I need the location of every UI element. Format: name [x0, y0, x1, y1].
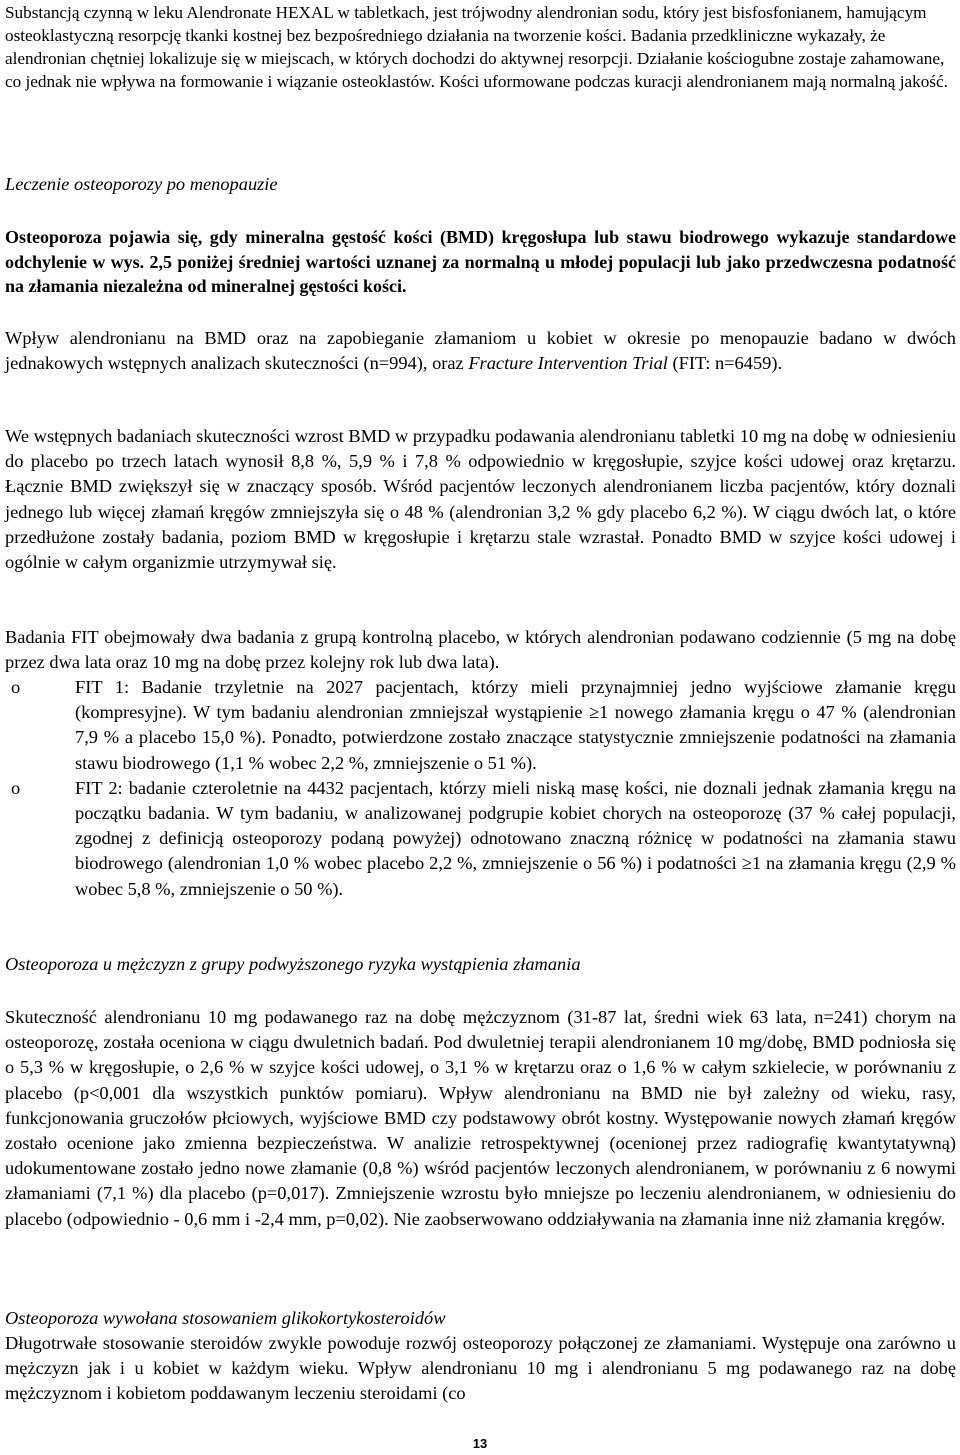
fit-intro-paragraph: Badania FIT obejmowały dwa badania z grupą kontrolną placebo, w których alendronian podawano codziennie (5 mg na dobę przez dwa lata oraz 10 mg na dobę przez kolejny rok lub dwa lata). — [5, 627, 956, 673]
intro-paragraph: Substancją czynną w leku Alendronate HEXAL w tabletkach, jest trójwodny alendronian sodu, który jest bisfosfonianem, hamującym osteoklastyczną resorpcję tkanki kostnej bez bezpośredniego działania na tworzenie kości. Badania przedkliniczne wykazały, że alendronian chętniej lokalizuje się w miejscach, w których dochodzi do aktywnej resorpcji. Działanie kościogubne zostaje zahamowane, co jednak nie wpływa na formowanie i wiązanie osteoklastów. Kości uformowane podczas kuracji alendronianem mają normalną jakość. — [5, 3, 948, 91]
osteoporosis-definition: Osteoporoza pojawia się, gdy mineralna gęstość kości (BMD) kręgosłupa lub stawu biodrowego wykazuje standardowe odchylenie w wys. 2,5 poniżej średniej wartości uznanej za normalną u młodej populacji lub jako przedwczesna podatność na złamania niezależna od mineralnej gęstości kości. — [5, 227, 956, 297]
bmd-impact-paragraph — [5, 326, 956, 376]
heading-steroid: Osteoporoza wywołana stosowaniem glikokortykosteroidów — [5, 1308, 446, 1328]
impact-text-pre: Wpływ alendronianu na BMD oraz na zapobieganie złamaniom u kobiet w okresie po menopauzie badano w dwóch jednakowych wstępnych analizach skuteczności (n=994), oraz — [5, 328, 956, 374]
impact-trial-name: Fracture Intervention Trial — [468, 353, 668, 374]
heading-men: Osteoporoza u mężczyzn z grupy podwyższonego ryzyka wystąpienia złamania — [5, 954, 581, 974]
page-number: 13 — [472, 1436, 488, 1451]
bullet-marker: o — [11, 677, 21, 697]
bullet-marker: o — [11, 777, 21, 798]
impact-text-post: (FIT: n=6459). — [667, 353, 783, 374]
fit-studies-list — [5, 675, 956, 902]
list-item — [5, 675, 956, 776]
men-study-paragraph: Skuteczność alendronianu 10 mg podawanego raz na dobę mężczyznom (31-87 lat, średni wiek 63 lata, n=241) chorym na osteoporozę, została oceniona w ciągu dwuletnich badań. Pod dwuletniej terapii alendronianem 10 mg/dobę, BMD podniosła się o 5,3 % w kręgosłupie, o 2,6 % w szyjce kości udowej, o 3,1 % w krętarzu oraz o 1,6 % w całym szkielecie, w porównaniu z placebo (p<0,001 dla wszystkich punktów pomiaru). Wpływ alendronianu na BMD nie był zależny od wieku, rasy, funkcjonowania gruczołów płciowych, wyjściowe BMD czy podstawowy obrót kostny. Występowanie nowych złamań kręgów zostało ocenione jako zmienna bezpieczeństwa. W analizie retrospektywnej (ocenionej przez radiografię kwantytatywną) udokumentowane zostało jedno nowe złamanie (0,8 %) wśród pacjentów leczonych alendronianem, w porównaniu z 6 nowymi złamaniami (7,1 %) dla placebo (p=0,017). Zmniejszenie wzrostu było mniejsze po leczeniu alendronianem, w odniesieniu do placebo (odpowiednio - 0,6 mm i -2,4 mm, p=0,02). Nie zaobserwowano oddziaływania na złamania inne niż złamania kręgów. — [5, 1007, 956, 1229]
preliminary-studies-paragraph: We wstępnych badaniach skuteczności wzrost BMD w przypadku podawania alendronianu tabletki 10 mg na dobę w odniesieniu do placebo po trzech latach wynosił 8,8 %, 5,9 % i 7,8 % odpowiednio w kręgosłupie, szyjce kości udowej oraz krętarzu. Łącznie BMD zwiększył się w znaczący sposób. Wśród pacjentów leczonych alendronianem liczba pacjentów, który doznali jednego lub więcej złamań kręgów zmniejszyła się o 48 % (alendronian 3,2 % gdy placebo 6,2 %). W ciągu dwóch lat, o które przedłużone zostały badania, poziom BMD w kręgosłupie i krętarzu stale wzrastał. Ponadto BMD w szyjce kości udowej i ogólnie w całym organizmie utrzymywał się. — [5, 426, 956, 573]
heading-postmenopausal: Leczenie osteoporozy po menopauzie — [5, 174, 278, 194]
steroid-paragraph: Długotrwałe stosowanie steroidów zwykle powoduje rozwój osteoporozy połączonej ze złamaniami. Występuje ona zarówno u mężczyzn jak i u kobiet w każdym wieku. Wpływ alendronianu 10 mg i alendronianu 5 mg podawanego raz na dobę mężczyznom i kobietom poddawanym leczeniu steroidami (co — [5, 1333, 956, 1404]
list-item-text: FIT 1: Badanie trzyletnie na 2027 pacjentach, którzy mieli przynajmniej jedno wyjściowe złamanie kręgu (kompresyjne). W tym badaniu alendronian zmniejszał wystąpienie ≥1 nowego złamania kręgu o 47 % (alendronian 7,9 % a placebo 15,0 %). Ponadto, potwierdzone zostało znaczące statystycznie zmniejszenie podatności na złamania stawu biodrowego (1,1 % wobec 2,2 %, zmniejszenie o 51 %). — [75, 677, 956, 773]
list-item-text: FIT 2: badanie czteroletnie na 4432 pacjentach, którzy mieli niską masę kości, nie doznali jednak złamania kręgu na początku badania. W tym badaniu, w analizowanej podgrupie kobiet chorych na osteoporozę (37 % całej populacji, zgodnej z definicją osteoporozy podaną powyżej) odnotowano znaczną różnicę w podatności na złamania stawu biodrowego (alendronian 1,0 % wobec placebo 2,2 %, zmniejszenie o 56 %) i podatności ≥1 na złamania kręgu (2,9 % wobec 5,8 %, zmniejszenie o 50 %). — [75, 777, 956, 899]
list-item — [5, 776, 956, 902]
